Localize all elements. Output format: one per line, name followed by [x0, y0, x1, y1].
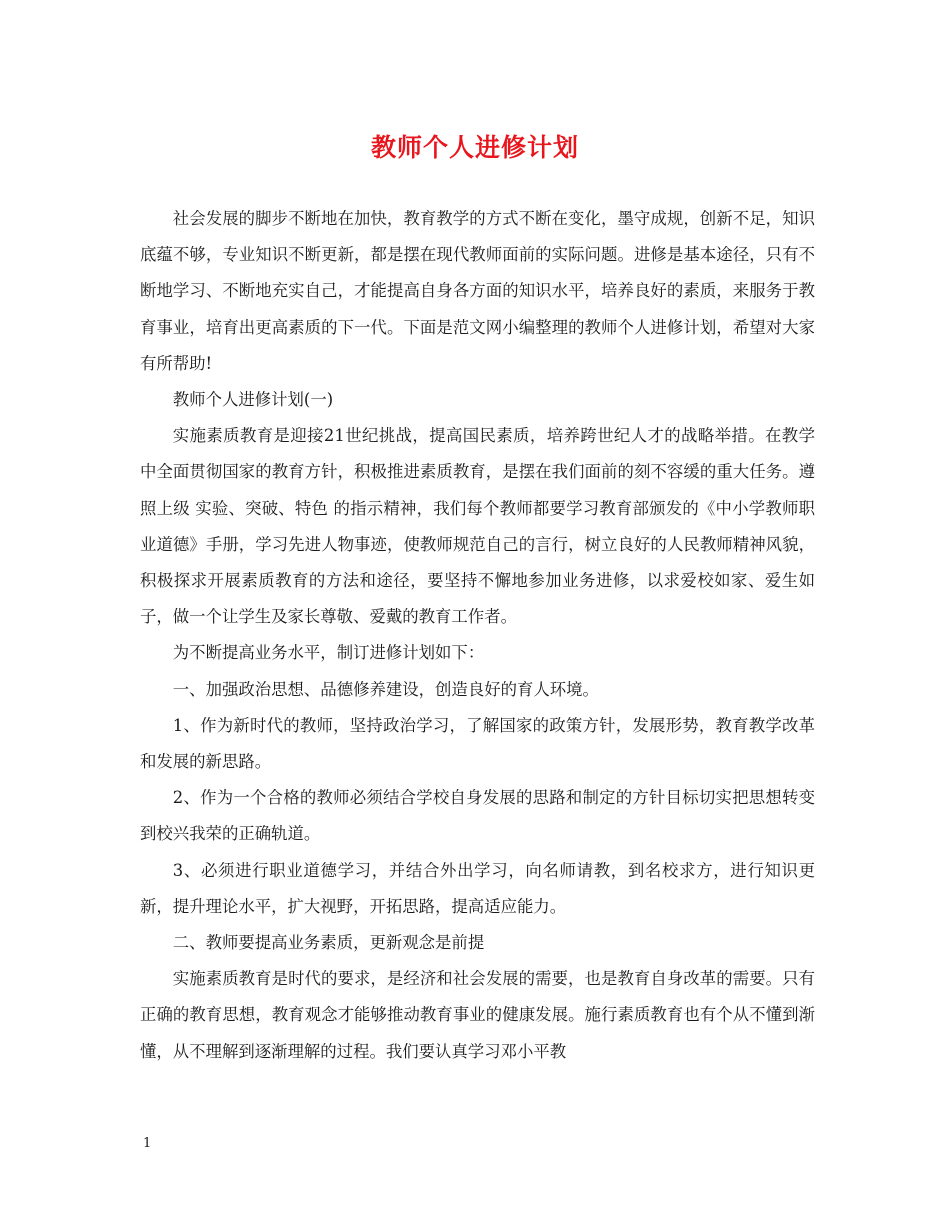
paragraph-item-1: 1、作为新时代的教师，坚持政治学习，了解国家的政策方针，发展形势，教育教学改革和发展的新思路。: [140, 715, 815, 772]
page-number: 1: [143, 1136, 152, 1151]
paragraph-section-two-body: 实施素质教育是时代的要求，是经济和社会发展的需要，也是教育自身改革的需要。只有正确的教育思想，教育观念才能够推动教育事业的健康发展。施行素质教育也有个从不懂到渐懂，从不理解到逐渐理解的过程。我们要认真学习邓小平教: [140, 969, 815, 1061]
paragraph-quality-education: 实施素质教育是迎接21世纪挑战，提高国民素质，培养跨世纪人才的战略举措。在教学中全面贯彻国家的教育方针，积极推进素质教育，是摆在我们面前的刻不容缓的重大任务。遵照上级 实验、突破、特色 的指示精神，我们每个教师都要学习教育部颁发的《中小学教师职业道德》手册，学习先进人物事迹，使教师规范自己的言行，树立良好的人民教师精神风貌，积极探求开展素质教育的方法和途径，要坚持不懈地参加业务进修，以求爱校如家、爱生如子，做一个让学生及家长尊敬、爱戴的教育工作者。: [140, 426, 815, 627]
paragraph-section-one: 一、加强政治思想、品德修养建设，创造良好的育人环境。: [172, 679, 599, 699]
paragraph-plan-heading: 教师个人进修计划(一): [172, 390, 334, 410]
document-body: [140, 201, 815, 1070]
paragraph-item-2: 2、作为一个合格的教师必须结合学校自身发展的思路和制定的方针目标切实把思想转变到校兴我荣的正确轨道。: [140, 788, 815, 844]
paragraph-section-two: 二、教师要提高业务素质，更新观念是前提: [172, 933, 485, 953]
paragraph-intro: 社会发展的脚步不断地在加快，教育教学的方式不断在变化，墨守成规，创新不足，知识底蕴不够，专业知识不断更新，都是摆在现代教师面前的实际问题。进修是基本途径，只有不断地学习、不断地充实自己，才能提高自身各方面的知识水平，培养良好的素质，来服务于教育事业，培育出更高素质的下一代。下面是范文网小编整理的教师个人进修计划，希望对大家有所帮助!: [140, 209, 815, 373]
document-title: 教师个人进修计划: [370, 133, 579, 162]
paragraph-plan-lead: 为不断提高业务水平，制订进修计划如下：: [172, 643, 485, 663]
paragraph-item-3: 3、必须进行职业道德学习，并结合外出学习，向名师请教，到名校求方，进行知识更新，提升理论水平，扩大视野，开拓思路，提高适应能力。: [140, 860, 815, 916]
